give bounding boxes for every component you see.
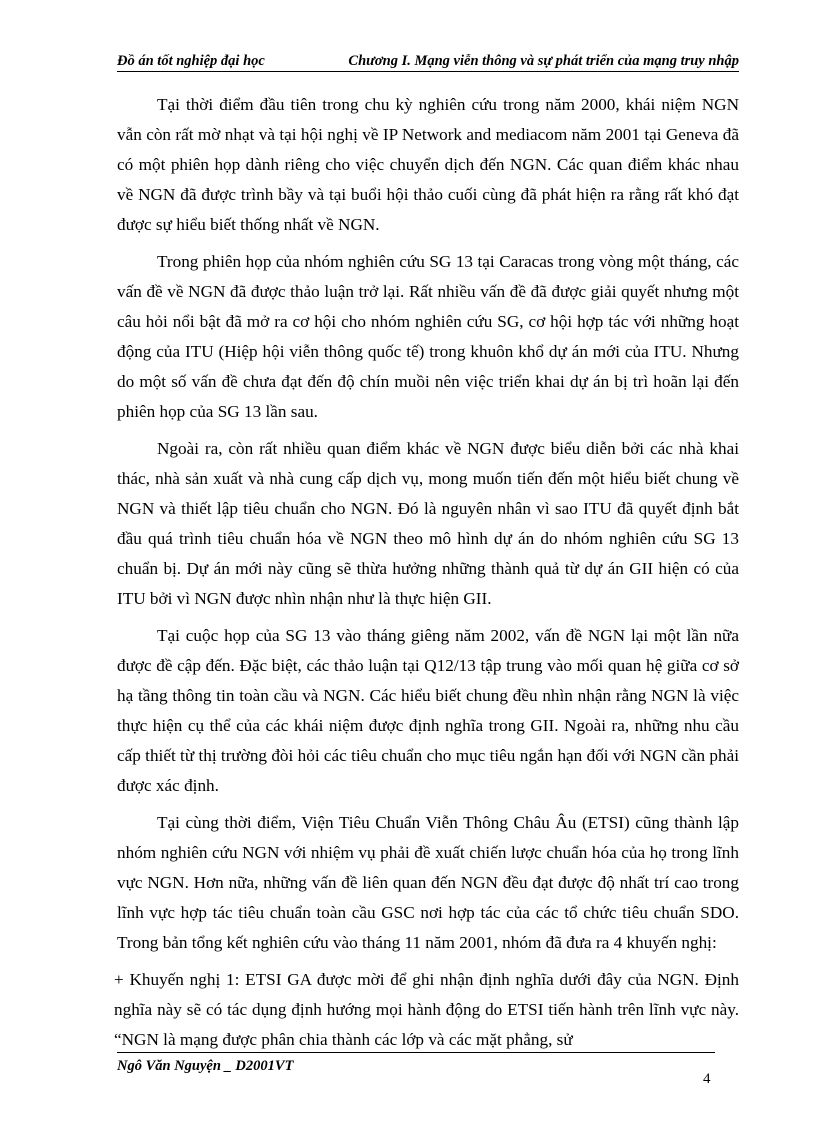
- header-divider: [117, 71, 739, 72]
- paragraph-1: Tại thời điểm đầu tiên trong chu kỳ nghiên cứu trong năm 2000, khái niệm NGN vẫn còn rất mờ nhạt và tại hội nghị về IP Network and mediacom năm 2001 tại Geneva đã có một phiên họp dành riêng cho việc chuyển dịch đến NGN. Các quan điểm khác nhau về NGN đã được trình bầy và tại buổi hội thảo cuối cùng đã phát hiện ra rằng rất khó đạt được sự hiểu biết thống nhất về NGN.: [117, 95, 739, 234]
- paragraph-2: Trong phiên họp của nhóm nghiên cứu SG 13 tại Caracas trong vòng một tháng, các vấn đề về NGN đã được thảo luận trở lại. Rất nhiều vấn đề đã được giải quyết nhưng một câu hỏi nổi bật đã mở ra cơ hội cho nhóm nghiên cứu SG, cơ hội hợp tác với những hoạt động của ITU (Hiệp hội viễn thông quốc tế) trong khuôn khổ dự án mới của ITU. Nhưng do một số vấn đề chưa đạt đến độ chín muồi nên việc triển khai dự án bị trì hoãn lại đến phiên họp của SG 13 lần sau.: [117, 252, 739, 421]
- header-chapter-title: Chương I. Mạng viễn thông và sự phát triển của mạng truy nhập: [348, 53, 739, 69]
- header-document-title: Đồ án tốt nghiệp đại học: [117, 53, 265, 69]
- paragraph-5: Tại cùng thời điểm, Viện Tiêu Chuẩn Viễn Thông Châu Âu (ETSI) cũng thành lập nhóm nghiên cứu NGN với nhiệm vụ phải đề xuất chiến lược chuẩn hóa của họ trong lĩnh vực NGN. Hơn nữa, những vấn đề liên quan đến NGN đều đạt được độ nhất trí cao trong lĩnh vực hợp tác tiêu chuẩn toàn cầu GSC nơi hợp tác của các tổ chức tiêu chuẩn SDO. Trong bản tổng kết nghiên cứu vào tháng 11 năm 2001, nhóm đã đưa ra 4 khuyến nghị:: [117, 813, 739, 952]
- footer-divider: [117, 1052, 715, 1053]
- document-body: [114, 90, 739, 1062]
- page-number: 4: [703, 1071, 711, 1087]
- recommendation-1: + Khuyến nghị 1: ETSI GA được mời để ghi nhận định nghĩa dưới đây của NGN. Định nghĩa này sẽ có tác dụng định hướng mọi hành động do ETSI tiến hành trên lĩnh vực này. “NGN là mạng được phân chia thành các lớp và các mặt phẳng, sử: [114, 970, 739, 1049]
- page-header: [117, 50, 739, 72]
- paragraph-3: Ngoài ra, còn rất nhiều quan điểm khác về NGN được biểu diễn bởi các nhà khai thác, nhà sản xuất và nhà cung cấp dịch vụ, mong muốn tiến đến một hiểu biết chung về NGN và thiết lập tiêu chuẩn cho NGN. Đó là nguyên nhân vì sao ITU đã quyết định bắt đầu quá trình tiêu chuẩn hóa về NGN theo mô hình dự án do nhóm nghiên cứu SG 13 chuẩn bị. Dự án mới này cũng sẽ thừa hưởng những thành quả từ dự án GII hiện có của ITU bởi vì NGN được nhìn nhận như là thực hiện GII.: [117, 439, 739, 608]
- paragraph-4: Tại cuộc họp của SG 13 vào tháng giêng năm 2002, vấn đề NGN lại một lần nữa được đề cập đến. Đặc biệt, các thảo luận tại Q12/13 tập trung vào mối quan hệ giữa cơ sở hạ tầng thông tin toàn cầu và NGN. Các hiểu biết chung đều nhìn nhận rằng NGN là việc thực hiện cụ thể của các khái niệm được định nghĩa trong GII. Ngoài ra, những nhu cầu cấp thiết từ thị trường đòi hỏi các tiêu chuẩn cho mục tiêu ngắn hạn đối với NGN cần phải được xác định.: [117, 626, 739, 795]
- footer-author: Ngô Văn Nguyện _ D2001VT: [117, 1058, 294, 1074]
